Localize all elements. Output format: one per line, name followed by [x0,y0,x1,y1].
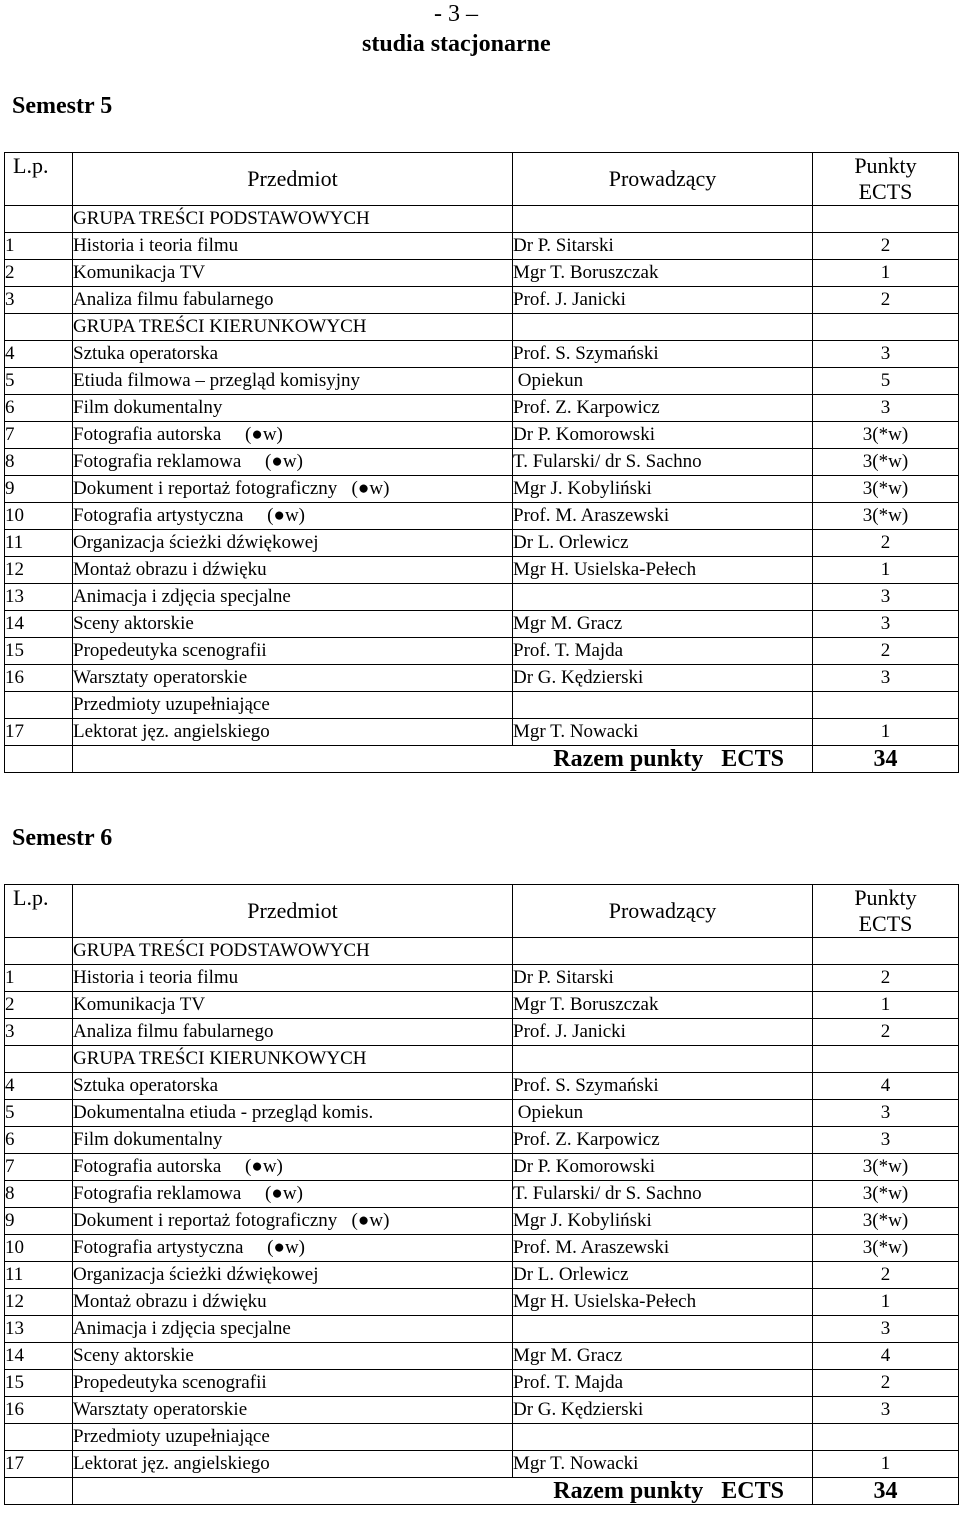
table-row [5,1127,959,1154]
table-row [5,1019,959,1046]
ects-cell: 1 [813,557,959,584]
ects-cell: 2 [813,530,959,557]
subject-cell: Warsztaty operatorskie [73,665,513,692]
total-empty-cell [5,746,73,773]
subject-cell: Propedeutyka scenografii [73,1370,513,1397]
ects-cell: 3(*w) [813,449,959,476]
table-row [5,422,959,449]
lp-cell: 9 [5,1208,73,1235]
table-row [5,476,959,503]
lecturer-cell: Prof. M. Araszewski [513,503,813,530]
lecturer-cell: Mgr H. Usielska-Pełech [513,1289,813,1316]
total-label: Razem punkty ECTS [73,746,813,773]
lp-cell: 7 [5,422,73,449]
ects-cell [813,206,959,233]
lecturer-cell [513,692,813,719]
lecturer-cell [513,1046,813,1073]
header-ects-line2: ECTS [858,179,913,204]
lp-cell: 8 [5,1181,73,1208]
subject-cell: Film dokumentalny [73,1127,513,1154]
lp-cell: 17 [5,719,73,746]
table-row [5,584,959,611]
total-empty-cell [5,1478,73,1505]
subject-cell: Animacja i zdjęcia specjalne [73,1316,513,1343]
lp-cell: 6 [5,395,73,422]
ects-cell [813,692,959,719]
lp-cell: 1 [5,965,73,992]
table-row [5,1451,959,1478]
subject-cell: GRUPA TREŚCI KIERUNKOWYCH [73,1046,513,1073]
table-row [5,1397,959,1424]
ects-cell: 2 [813,1370,959,1397]
lecturer-cell: Dr P. Sitarski [513,233,813,260]
ects-cell: 3 [813,584,959,611]
subject-cell: Organizacja ścieżki dźwiękowej [73,530,513,557]
ects-cell [813,1046,959,1073]
lecturer-cell: Mgr M. Gracz [513,611,813,638]
lp-cell: 16 [5,665,73,692]
ects-cell: 4 [813,1343,959,1370]
lp-cell [5,314,73,341]
ects-cell: 3(*w) [813,1181,959,1208]
lecturer-cell: Opiekun [513,1100,813,1127]
lecturer-cell: Dr G. Kędzierski [513,665,813,692]
subject-cell: Organizacja ścieżki dźwiękowej [73,1262,513,1289]
table-row [5,665,959,692]
lecturer-cell: Prof. J. Janicki [513,287,813,314]
ects-cell: 3(*w) [813,476,959,503]
subject-cell: Dokument i reportaż fotograficzny (●w) [73,1208,513,1235]
subject-cell: Montaż obrazu i dźwięku [73,557,513,584]
lp-cell [5,206,73,233]
header-lp: L.p. [5,153,73,206]
table-row [5,1262,959,1289]
lecturer-cell: T. Fularski/ dr S. Sachno [513,1181,813,1208]
subject-cell: Warsztaty operatorskie [73,1397,513,1424]
subject-cell: Dokumentalna etiuda - przegląd komis. [73,1100,513,1127]
lecturer-cell [513,938,813,965]
table-row [5,1289,959,1316]
table-row [5,1073,959,1100]
lp-cell: 4 [5,341,73,368]
total-value: 34 [813,1478,959,1505]
total-label: Razem punkty ECTS [73,1478,813,1505]
lecturer-cell: Dr L. Orlewicz [513,530,813,557]
semester-6-table [4,884,959,1505]
ects-cell: 3 [813,395,959,422]
lp-cell: 8 [5,449,73,476]
table-row [5,611,959,638]
table-row [5,503,959,530]
table-row [5,1370,959,1397]
lp-cell [5,692,73,719]
lp-cell: 5 [5,368,73,395]
lecturer-cell: Prof. T. Majda [513,1370,813,1397]
lecturer-cell: Dr G. Kędzierski [513,1397,813,1424]
subject-cell: GRUPA TREŚCI PODSTAWOWYCH [73,938,513,965]
ects-cell [813,314,959,341]
table-row [5,1154,959,1181]
lecturer-cell: Dr P. Komorowski [513,422,813,449]
header-subject: Przedmiot [73,153,513,206]
lp-cell: 12 [5,1289,73,1316]
ects-cell: 2 [813,1019,959,1046]
ects-cell: 2 [813,287,959,314]
subject-cell: Fotografia reklamowa (●w) [73,449,513,476]
subject-cell: Historia i teoria filmu [73,965,513,992]
header-lecturer: Prowadzący [513,153,813,206]
lecturer-cell: Prof. Z. Karpowicz [513,1127,813,1154]
ects-cell: 3 [813,1127,959,1154]
group-row [5,938,959,965]
ects-cell: 2 [813,965,959,992]
table-row [5,395,959,422]
header-ects-line1: Punkty [854,153,917,178]
header-ects [813,885,959,938]
table-row [5,341,959,368]
lecturer-cell: Dr P. Komorowski [513,1154,813,1181]
group-row [5,692,959,719]
subject-cell: Analiza filmu fabularnego [73,287,513,314]
ects-cell: 1 [813,992,959,1019]
lecturer-cell: Prof. J. Janicki [513,1019,813,1046]
ects-cell: 2 [813,1262,959,1289]
lecturer-cell [513,1316,813,1343]
table-row [5,638,959,665]
lp-cell: 14 [5,1343,73,1370]
lp-cell: 7 [5,1154,73,1181]
table-header-row [5,885,959,938]
subject-cell: Komunikacja TV [73,992,513,1019]
lecturer-cell: Mgr T. Nowacki [513,719,813,746]
lp-cell: 15 [5,1370,73,1397]
subject-cell: Propedeutyka scenografii [73,638,513,665]
subject-cell: Film dokumentalny [73,395,513,422]
ects-cell: 3 [813,665,959,692]
lecturer-cell: Dr P. Sitarski [513,965,813,992]
lecturer-cell: Mgr H. Usielska-Pełech [513,557,813,584]
subject-cell: Przedmioty uzupełniające [73,1424,513,1451]
lp-cell: 2 [5,992,73,1019]
lp-cell: 15 [5,638,73,665]
subject-cell: Fotografia reklamowa (●w) [73,1181,513,1208]
subject-cell: Sceny aktorskie [73,611,513,638]
semester-5-title: Semestr 5 [12,93,113,119]
group-row [5,1424,959,1451]
lecturer-cell: Prof. Z. Karpowicz [513,395,813,422]
ects-cell: 3 [813,341,959,368]
lecturer-cell: Mgr T. Boruszczak [513,992,813,1019]
header-ects-line2: ECTS [858,911,913,936]
ects-cell: 3 [813,611,959,638]
ects-cell [813,938,959,965]
ects-cell: 3 [813,1100,959,1127]
lecturer-cell: Mgr T. Nowacki [513,1451,813,1478]
subject-cell: Dokument i reportaż fotograficzny (●w) [73,476,513,503]
header-lecturer: Prowadzący [513,885,813,938]
page-number: - 3 – [434,1,478,27]
table-row [5,992,959,1019]
ects-cell: 1 [813,260,959,287]
lecturer-cell: Prof. T. Majda [513,638,813,665]
lp-cell: 3 [5,1019,73,1046]
table-row [5,1235,959,1262]
lecturer-cell: T. Fularski/ dr S. Sachno [513,449,813,476]
document-title: studia stacjonarne [362,31,551,57]
subject-cell: Komunikacja TV [73,260,513,287]
subject-cell: GRUPA TREŚCI PODSTAWOWYCH [73,206,513,233]
lp-cell: 3 [5,287,73,314]
lecturer-cell: Prof. M. Araszewski [513,1235,813,1262]
header-subject: Przedmiot [73,885,513,938]
lecturer-cell: Opiekun [513,368,813,395]
lp-cell: 5 [5,1100,73,1127]
ects-cell: 3 [813,1397,959,1424]
group-row [5,1046,959,1073]
lp-cell: 10 [5,1235,73,1262]
subject-cell: Sceny aktorskie [73,1343,513,1370]
lp-cell: 9 [5,476,73,503]
lecturer-cell: Mgr J. Kobyliński [513,1208,813,1235]
subject-cell: GRUPA TREŚCI KIERUNKOWYCH [73,314,513,341]
ects-cell: 3(*w) [813,503,959,530]
subject-cell: Sztuka operatorska [73,341,513,368]
lp-cell [5,1424,73,1451]
ects-cell: 1 [813,1289,959,1316]
subject-cell: Sztuka operatorska [73,1073,513,1100]
ects-cell [813,1424,959,1451]
ects-cell: 1 [813,1451,959,1478]
semester-5-table [4,152,959,773]
subject-cell: Animacja i zdjęcia specjalne [73,584,513,611]
table-row [5,1100,959,1127]
total-row [5,1478,959,1505]
ects-cell: 3(*w) [813,1154,959,1181]
table-row [5,287,959,314]
table-row [5,530,959,557]
header-ects-line1: Punkty [854,885,917,910]
table-row [5,449,959,476]
subject-cell: Etiuda filmowa – przegląd komisyjny [73,368,513,395]
ects-cell: 1 [813,719,959,746]
lp-cell: 11 [5,1262,73,1289]
lp-cell: 14 [5,611,73,638]
total-value: 34 [813,746,959,773]
table-row [5,1181,959,1208]
lp-cell: 10 [5,503,73,530]
lp-cell: 2 [5,260,73,287]
lp-cell: 12 [5,557,73,584]
lp-cell: 1 [5,233,73,260]
subject-cell: Fotografia artystyczna (●w) [73,1235,513,1262]
lp-cell [5,938,73,965]
lp-cell: 13 [5,1316,73,1343]
subject-cell: Fotografia autorska (●w) [73,422,513,449]
lp-cell: 6 [5,1127,73,1154]
header-ects [813,153,959,206]
lecturer-cell [513,206,813,233]
ects-cell: 3(*w) [813,1208,959,1235]
table-row [5,233,959,260]
subject-cell: Lektorat jęz. angielskiego [73,1451,513,1478]
table-row [5,1343,959,1370]
subject-cell: Fotografia autorska (●w) [73,1154,513,1181]
lp-cell: 17 [5,1451,73,1478]
lp-cell: 4 [5,1073,73,1100]
lp-cell: 16 [5,1397,73,1424]
subject-cell: Historia i teoria filmu [73,233,513,260]
group-row [5,314,959,341]
lecturer-cell [513,314,813,341]
total-row [5,746,959,773]
header-lp: L.p. [5,885,73,938]
ects-cell: 3(*w) [813,1235,959,1262]
lp-cell: 11 [5,530,73,557]
semester-6-title: Semestr 6 [12,825,113,851]
lecturer-cell: Mgr M. Gracz [513,1343,813,1370]
table-row [5,1316,959,1343]
table-row [5,965,959,992]
lp-cell: 13 [5,584,73,611]
lecturer-cell: Prof. S. Szymański [513,1073,813,1100]
table-row [5,260,959,287]
group-row [5,206,959,233]
subject-cell: Przedmioty uzupełniające [73,692,513,719]
lp-cell [5,1046,73,1073]
lecturer-cell: Mgr J. Kobyliński [513,476,813,503]
lecturer-cell: Mgr T. Boruszczak [513,260,813,287]
subject-cell: Fotografia artystyczna (●w) [73,503,513,530]
table-row [5,1208,959,1235]
table-row [5,368,959,395]
ects-cell: 4 [813,1073,959,1100]
ects-cell: 2 [813,638,959,665]
ects-cell: 3 [813,1316,959,1343]
lecturer-cell: Prof. S. Szymański [513,341,813,368]
subject-cell: Montaż obrazu i dźwięku [73,1289,513,1316]
table-row [5,557,959,584]
ects-cell: 5 [813,368,959,395]
subject-cell: Lektorat jęz. angielskiego [73,719,513,746]
subject-cell: Analiza filmu fabularnego [73,1019,513,1046]
table-row [5,719,959,746]
lecturer-cell: Dr L. Orlewicz [513,1262,813,1289]
lecturer-cell [513,1424,813,1451]
ects-cell: 2 [813,233,959,260]
lecturer-cell [513,584,813,611]
ects-cell: 3(*w) [813,422,959,449]
table-header-row [5,153,959,206]
